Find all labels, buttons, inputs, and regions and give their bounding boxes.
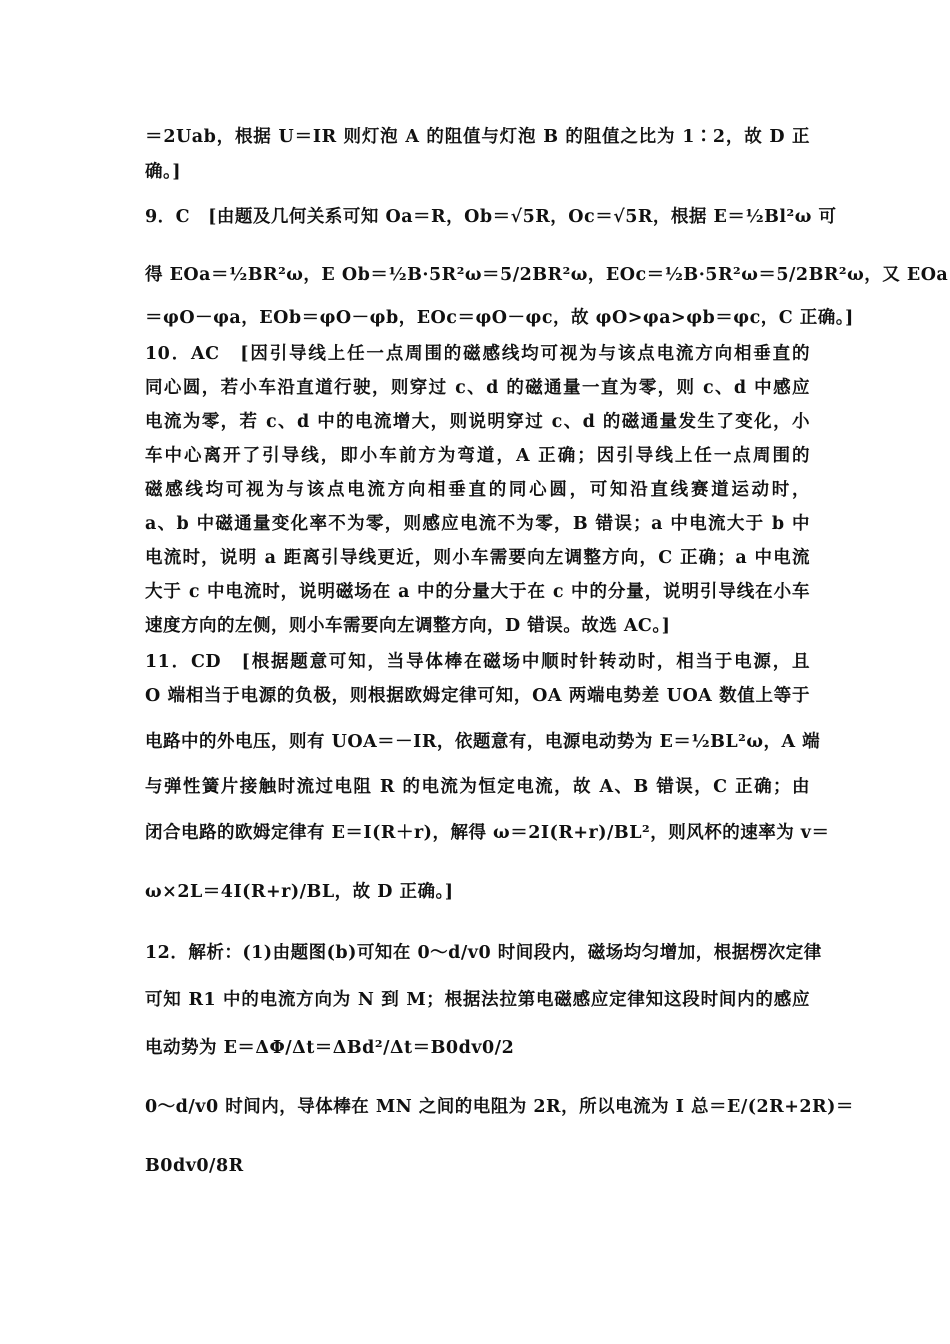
text-line: ω×2L＝4I(R+r)/BL，故 D 正确。] bbox=[145, 882, 454, 902]
text-line: 12．解析：(1)由题图(b)可知在 0～d/v0 时间段内，磁场均匀增加，根据楞次定律 bbox=[145, 943, 822, 963]
text-line: 电路中的外电压，则有 UOA＝－IR，依题意有，电源电动势为 E＝½BL²ω，A 端 bbox=[145, 732, 821, 752]
text-line: ＝φO－φa，EOb＝φO－φb，EOc＝φO－φc，故 φO>φa>φb＝φc，C 正确。] bbox=[145, 308, 854, 328]
text-line: 电动势为 E＝ΔΦ/Δt＝ΔBd²/Δt＝B0dv0/2 bbox=[145, 1038, 515, 1058]
text-line: 车中心离开了引导线，即小车前方为弯道，A 正确；因引导线上任一点周围的 bbox=[145, 446, 810, 466]
text-line: 速度方向的左侧，则小车需要向左调整方向，D 错误。故选 AC。] bbox=[145, 616, 671, 636]
text-line: a、b 中磁通量变化率不为零，则感应电流不为零，B 错误；a 中电流大于 b 中 bbox=[145, 514, 810, 534]
text-line: 电流为零，若 c、d 中的电流增大，则说明穿过 c、d 的磁通量发生了变化，小 bbox=[145, 412, 810, 432]
text-line: 电流时，说明 a 距离引导线更近，则小车需要向左调整方向，C 正确；a 中电流 bbox=[145, 548, 810, 568]
text-line: 0～d/v0 时间内，导体棒在 MN 之间的电阻为 2R，所以电流为 I 总＝E/(2R+2R)＝ bbox=[145, 1097, 854, 1117]
text-line: 磁感线均可视为与该点电流方向相垂直的同心圆，可知沿直线赛道运动时， bbox=[145, 480, 810, 500]
text-line: 得 EOa＝½BR²ω，E Ob＝½B·5R²ω＝5/2BR²ω，EOc＝½B·5R²ω＝5/2BR²ω，又 EOa bbox=[145, 265, 949, 285]
text-line: 11．CD [根据题意可知，当导体棒在磁场中顺时针转动时，相当于电源，且 bbox=[145, 652, 810, 672]
text-line: 10．AC [因引导线上任一点周围的磁感线均可视为与该点电流方向相垂直的 bbox=[145, 344, 810, 364]
text-line: 确。] bbox=[145, 162, 182, 182]
text-line: B0dv0/8R bbox=[145, 1156, 244, 1176]
text-line: ＝2Uab，根据 U＝IR 则灯泡 A 的阻值与灯泡 B 的阻值之比为 1∶2，故 D 正 bbox=[145, 127, 810, 147]
text-line: 9．C [由题及几何关系可知 Oa＝R，Ob＝√5R，Oc＝√5R，根据 E＝½Bl²ω 可 bbox=[145, 207, 837, 227]
text-line: 与弹性簧片接触时流过电阻 R 的电流为恒定电流，故 A、B 错误，C 正确；由 bbox=[145, 777, 810, 797]
text-line: 大于 c 中电流时，说明磁场在 a 中的分量大于在 c 中的分量，说明引导线在小车 bbox=[145, 582, 810, 602]
text-line: 闭合电路的欧姆定律有 E＝I(R＋r)，解得 ω＝2I(R+r)/BL²，则风杯的速率为 v＝ bbox=[145, 823, 830, 843]
text-line: 可知 R1 中的电流方向为 N 到 M；根据法拉第电磁感应定律知这段时间内的感应 bbox=[145, 990, 810, 1010]
text-line: O 端相当于电源的负极，则根据欧姆定律可知，OA 两端电势差 UOA 数值上等于 bbox=[145, 686, 810, 706]
text-line: 同心圆，若小车沿直道行驶，则穿过 c、d 的磁通量一直为零，则 c、d 中感应 bbox=[145, 378, 810, 398]
